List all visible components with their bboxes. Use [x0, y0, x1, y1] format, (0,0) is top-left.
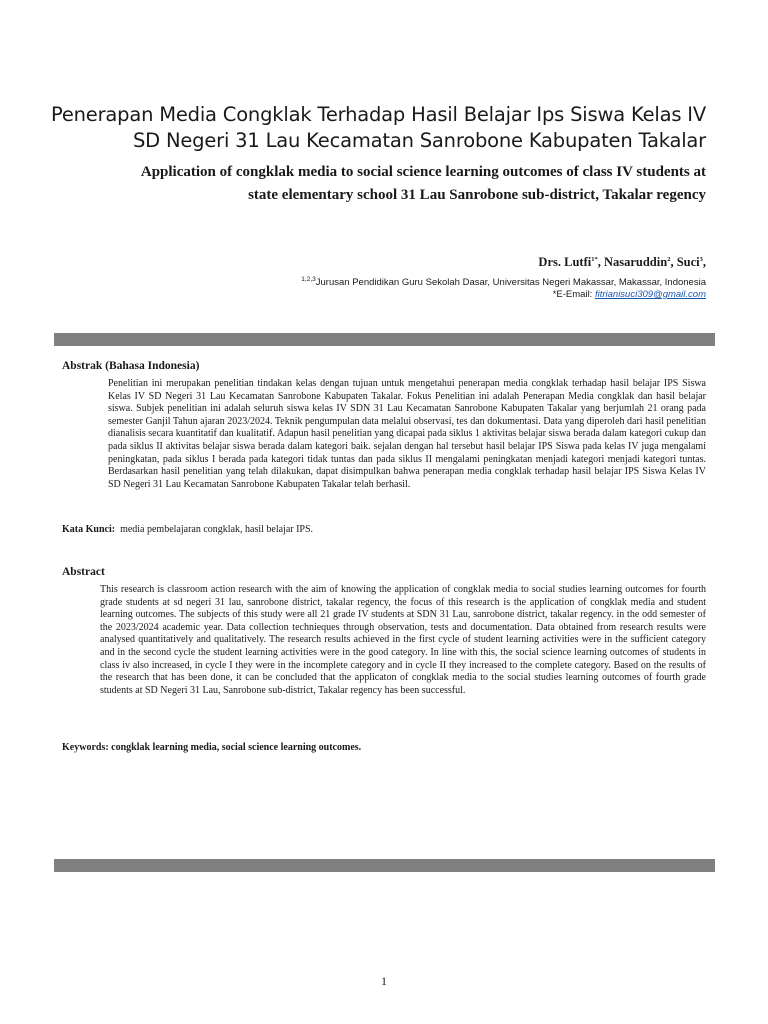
paper-title-line-2: SD Negeri 31 Lau Kecamatan Sanrobone Kabupaten Takalar — [133, 129, 706, 152]
author-2-sup: 2 — [667, 255, 671, 263]
author-1: Drs. Lutfi — [538, 255, 592, 269]
author-list: Drs. Lutfi$^{1*}$, Nasaruddin$^2$, Suci$^3$, — [538, 255, 706, 269]
abstract-heading: Abstract — [62, 566, 105, 578]
affiliation-text: Jurusan Pendidikan Guru Sekolah Dasar, Universitas Negeri Makassar, Makassar, Indonesia — [315, 277, 706, 289]
kata-kunci-text: media pembelajaran congklak, hasil belajar IPS. — [120, 524, 314, 535]
author-2: Nasaruddin — [603, 255, 668, 269]
abstract-body: This research is classroom action research with the aim of knowing the application of congklak media to social studies learning outcomes for fourth grade students at sd negeri 31 lau, sanrobone district, takalar regency, the focus of this research is the application of congklak media and student learning outcomes. The subjects of this study were all 21 grade IV students at SDN 31 Lau, sanrobone district, takalar regency. in the odd semester of the 2023/2024 academic year. Data collection technieques through observation, tests and documentation. Data obtained from research results were analysed quantitatively and qualitatively. The research results achieved in the first cycle of student learning activities were in the sufficient category and in the second cycle the student learning activities were in the good category. In line with this, the social science learning outcomes of students in class iv also increased, in cycle I they were in the incomplete category and in cycle II they increased to the complete category. Based on the results of the research that has been done, it can be concluded that the applicaton of congklak media to the social studies learning outcomes of fourth grade students at SD Negeri 31 Lau, Sanrobone sub-district, Takalar regency has been successful. — [100, 584, 706, 696]
affiliation-sup: 1,2,3 — [301, 276, 316, 283]
english-title-line-2: state elementary school 31 Lau Sanrobone sub-district, Takalar regency — [248, 187, 706, 203]
page-number: 1 — [381, 974, 387, 988]
bottom-divider-bar — [54, 859, 715, 872]
email-link[interactable]: fitrianisuci309@gmail.com — [594, 289, 706, 300]
paper-title-line-1: Penerapan Media Congklak Terhadap Hasil Belajar Ips Siswa Kelas IV — [50, 103, 706, 126]
author-trailing: , — [702, 255, 706, 269]
english-title-line-1: Application of congklak media to social science learning outcomes of class IV students at — [140, 164, 706, 180]
kata-kunci-label: Kata Kunci: — [62, 524, 116, 535]
abstrak-body: Penelitian ini merupakan penelitian tindakan kelas dengan tujuan untuk mengetahui penerapan media congklak terhadap hasil belajar IPS Siswa Kelas IV SD Negeri 31 Lau Kecamatan Sanrobone Kabupaten Takalar. Fokus Penelitian ini adalah Penerapan Media congklak dan hasil belajar siswa. Subjek penelitian ini adalah seluruh siswa kelas IV SDN 31 Lau Kecamatan Sanrobone Kabupaten Takalar yang berjumlah 21 orang pada semester Ganjil Tahun ajaran 2023/2024. Teknik pengumpulan data melalui observasi, tes dan dokumentasi. Data yang diperoleh dari hasil penelitian dianalisis secara kuantitatif dan kualitatif. Adapun hasil penelitian yang dicapai pada siklus 1 aktivitas belajar siswa berada dalam kategori cukup dan pada siklus II aktivitas belajar siswa berada dalam kategori baik. sejalan dengan hal tersebut hasil belajar IPS Siswa pada kelas IV juga mengalami peningkatan, pada siklus I berada pada kategori tidak tuntas dan pada siklus II mengalami peningkatan menjadi kategori menjadi kategori tuntas. Berdasarkan hasil penelitian yang telah dilakukan, dapat disimpulkan bahwa penerapan media congklak terhadap hasil belajar IPS Siswa Kelas IV SD Negeri 31 Lau Kecamatan Sanrobone Kabupaten Takalar telah berhasil. — [108, 378, 706, 490]
author-3-sup: 3 — [699, 255, 703, 263]
abstrak-heading: Abstrak (Bahasa Indonesia) — [62, 360, 200, 372]
author-1-sup: 1* — [591, 255, 598, 263]
affiliation — [301, 276, 706, 288]
kata-kunci-line — [62, 524, 313, 535]
email-label: *E-Email: — [552, 289, 595, 300]
top-divider-bar — [54, 333, 715, 346]
keywords-line: Keywords: congklak learning media, social science learning outcomes. — [62, 742, 362, 753]
author-3: Suci — [676, 255, 700, 269]
email-line — [553, 289, 706, 300]
